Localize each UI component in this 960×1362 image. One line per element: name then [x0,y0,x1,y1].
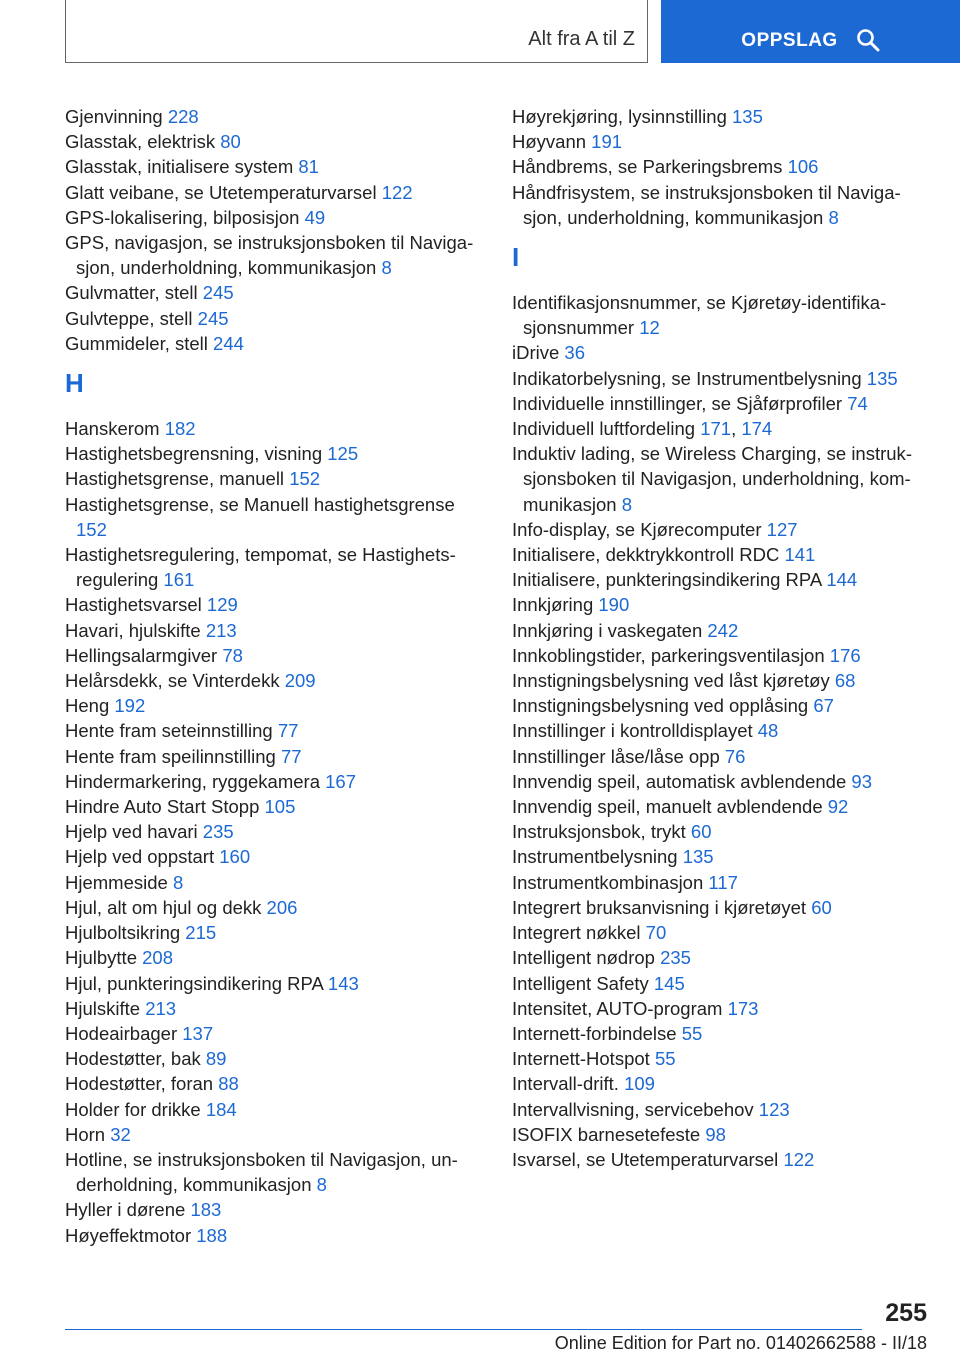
index-entry [512,180,932,230]
index-entry [512,592,932,617]
index-entry-text: Intelligent nødrop [512,947,655,969]
index-entry [512,517,932,542]
index-entry [65,280,485,305]
index-entry [512,996,932,1021]
page-reference-link[interactable]: 141 [784,544,816,566]
index-entry-text: Hindermarkering, ryggekamera [65,770,320,792]
page-reference-link[interactable]: 93 [851,770,872,792]
index-entry [65,154,485,179]
index-entry-text: Horn [65,1123,106,1145]
index-entry-text: Integrert bruksanvisning i kjøretøyet [512,896,807,918]
index-entry-text: Hellingsalarmgiver [65,644,218,666]
index-entry-text: Hente fram seteinnstilling [65,720,273,742]
lookup-tab[interactable] [661,0,960,63]
page-reference-link[interactable]: 8 [621,493,633,515]
index-entry-text: Hastighetsvarsel [65,594,202,616]
index-entry-text: Hjulboltsikring [65,922,181,944]
index-column-left [65,104,485,1248]
page-reference-link[interactable]: 49 [304,206,326,228]
index-entry-text: Instruksjonsbok, trykt [512,821,686,843]
index-entry [512,104,932,129]
page-reference-link[interactable]: 8 [316,1174,327,1196]
page-reference-link[interactable]: 77 [280,745,302,767]
index-entry [512,643,932,668]
index-entry [512,1147,932,1172]
index-entry [65,129,485,154]
index-entry [512,945,932,970]
index-entry-text: Innkjøring i vaskegaten [512,619,703,641]
page-reference-link[interactable]: 123 [758,1098,790,1120]
index-entry-text: Hente fram speilinnstilling [65,745,276,767]
index-entry [512,391,932,416]
index-entry [65,844,485,869]
index-entry: Individuell luftfordeling 171, 174 [512,418,773,440]
footer-edition-text: Online Edition for Part no. 01402662588 - II/18 [554,1333,927,1353]
index-entry [65,331,485,356]
page-reference-link[interactable]: 77 [277,720,299,742]
index-entry [65,744,485,769]
page-reference-link[interactable]: 80 [220,131,241,153]
page-reference-link[interactable]: 105 [264,796,296,818]
index-entry [65,1147,485,1197]
index-entry-text: Helårsdekk, se Vinterdekk [65,670,280,692]
page-reference-link[interactable]: 98 [705,1123,726,1145]
page-reference-link[interactable]: 143 [327,972,359,994]
page-reference-link[interactable]: 135 [682,846,714,868]
index-entry [512,441,932,517]
index-entry-text: Hjemmeside [65,871,168,893]
index-entry-text: Identifikasjonsnummer, se Kjøretøy-identifikasjonsnummer [512,292,887,339]
page-reference-link[interactable]: 144 [826,569,858,591]
page-reference-link[interactable]: 12 [639,317,660,339]
page-reference-link[interactable]: 67 [813,695,834,717]
index-entry [65,870,485,895]
section-title: Alt fra A til Z [528,28,635,50]
index-entry [65,592,485,617]
index-entry-text: Hyller i dørene [65,1199,186,1221]
index-entry-text: Induktiv lading, se Wireless Charging, se instruksjonsboken til Navigasjon, underholdning, kommunikasjon [512,443,912,515]
page-reference-link[interactable]: 183 [190,1199,222,1221]
page-reference-link[interactable]: 188 [196,1224,228,1246]
index-entry [512,895,932,920]
index-entry-text: Innkjøring [512,594,594,616]
index-entry-text: Høyrekjøring, lysinnstilling [512,106,727,127]
page-reference-link[interactable]: 129 [206,594,238,616]
index-entry [512,1021,932,1046]
index-entry-text: Instrumentkombinasjon [512,871,704,893]
index-entry-text: Innvendig speil, manuelt avblendende [512,796,823,818]
page-reference-link[interactable]: 32 [110,1123,131,1145]
index-entry [512,668,932,693]
index-entry-text: Hodestøtter, bak [65,1048,201,1070]
page-reference-link[interactable]: 244 [213,332,244,354]
page-reference-link[interactable]: 122 [783,1148,815,1170]
page-reference-link[interactable]: 152 [76,518,107,540]
page-reference-link[interactable]: 92 [827,796,849,818]
page-reference-link[interactable]: 8 [172,871,184,893]
index-entry [65,920,485,945]
index-entry [65,180,485,205]
search-icon[interactable] [856,28,880,52]
page-reference-link[interactable]: 182 [164,418,196,440]
index-entry [65,492,485,542]
header-section-box [65,0,648,63]
index-entry [65,693,485,718]
index-entry-text: Integrert nøkkel [512,922,641,944]
index-entry [512,290,932,340]
page-reference-link[interactable]: 127 [766,518,798,540]
page-reference-link[interactable]: 152 [289,468,321,490]
page-reference-link[interactable]: 167 [325,770,357,792]
index-entry [512,154,932,179]
index-entry-text: Initialisere, punkteringsindikering RPA [512,569,822,591]
index-entry [512,744,932,769]
index-entry [65,542,485,592]
index-entry-text: Glasstak, elektrisk [65,131,216,153]
index-entry-text: Indikatorbelysning, se Instrumentbelysning [512,367,862,389]
page-reference-link[interactable]: 48 [757,720,779,742]
page-reference-link[interactable]: 206 [266,896,298,918]
index-entry [65,718,485,743]
index-entry-text: Intervall-drift. [512,1073,619,1095]
index-entry [512,1097,932,1122]
index-entry-text: Gulvmatter, stell [65,282,198,304]
index-entry [65,1097,485,1122]
index-entry-text: Heng [65,695,110,717]
page-reference-link[interactable]: 176 [829,644,861,666]
page-reference-link[interactable]: 184 [205,1098,237,1120]
index-entry [65,306,485,331]
page-reference-link[interactable]: 89 [205,1048,227,1070]
index-entry-text: Glasstak, initialisere system [65,156,294,178]
index-entry-text: Håndbrems, se Parkeringsbrems [512,156,783,178]
index-entry [512,870,932,895]
page-reference-link[interactable]: 60 [690,821,712,843]
page-reference-link[interactable]: 109 [624,1073,655,1095]
index-entry-text: Isvarsel, se Utetemperaturvarsel [512,1148,779,1170]
index-letter-heading: I [512,242,520,273]
index-entry [65,794,485,819]
index-entry-text: GPS-lokalisering, bilposisjon [65,206,300,228]
footer-rule [65,1329,862,1330]
index-entry [512,1122,932,1147]
index-entry [512,340,932,365]
index-entry [65,945,485,970]
index-entry [512,1071,932,1096]
index-entry-text: GPS, navigasjon, se instruksjonsboken til Navigasjon, underholdning, kommunikasjon [65,232,474,279]
index-entry [65,466,485,491]
page-reference-link[interactable]: 235 [202,821,234,843]
index-entry-text: Hjulbytte [65,947,137,969]
index-entry-text: iDrive [512,342,560,364]
page-reference-link[interactable]: 78 [222,644,243,666]
page-reference-link[interactable]: 76 [724,745,746,767]
page-reference-link[interactable]: 135 [732,106,763,127]
page-reference-link[interactable]: 36 [564,342,585,364]
page-reference-link[interactable]: 68 [834,670,856,692]
index-entry-text: Hjelp ved oppstart [65,846,215,868]
index-entry [65,643,485,668]
index-entry-text: Innvendig speil, automatisk avblendende [512,770,847,792]
page-reference-link[interactable]: 215 [185,922,217,944]
index-entry [65,416,485,441]
index-entry [65,104,485,129]
index-entry-text: Intensitet, AUTO-program [512,997,723,1019]
page-reference-link[interactable]: 171 [700,418,732,440]
index-letter-heading: H [65,368,84,399]
index-entry [65,769,485,794]
page-reference-link[interactable]: 125 [327,443,359,465]
index-entry [65,441,485,466]
page-reference-link[interactable]: 88 [218,1073,239,1095]
index-entry-text: Gjenvinning [65,106,163,127]
page-reference-link[interactable]: 117 [708,871,738,893]
index-entry-text: Internett-forbindelse [512,1022,677,1044]
index-entry [512,542,932,567]
index-entry-text: Hindre Auto Start Stopp [65,796,260,818]
index-entry-text: Holder for drikke [65,1098,201,1120]
page-reference-link[interactable]: 245 [202,282,234,304]
index-entry-text: Initialisere, dekktrykkontroll RDC [512,544,780,566]
index-entry-text: Hjul, punkteringsindikering RPA [65,972,323,994]
index-entry-text: Hastighetsbegrensning, visning [65,443,323,465]
index-entry-text: Info-display, se Kjørecomputer [512,518,762,540]
index-entry-text: Intervallvisning, servicebehov [512,1098,754,1120]
index-entry-text: Hjelp ved havari [65,821,198,843]
index-entry [65,1122,485,1147]
page-reference-link[interactable]: 106 [787,156,819,178]
index-entry-text: Hodeairbager [65,1022,178,1044]
index-entry [512,819,932,844]
index-entry-text: Høyvann [512,131,587,153]
index-entry-text: Gummideler, stell [65,332,208,354]
page-reference-link[interactable]: 213 [205,619,237,641]
index-entry-text: Internett-Hotspot [512,1048,650,1070]
index-entry-text: Gulvteppe, stell [65,307,193,329]
page-reference-link[interactable]: 174 [741,418,773,440]
page-reference-link[interactable]: 8 [381,257,392,279]
index-entry-text: Hjul, alt om hjul og dekk [65,896,262,918]
index-entry [65,996,485,1021]
page-reference-link[interactable]: 135 [866,367,898,389]
index-entry [65,1021,485,1046]
index-entry-text: Håndfrisystem, se instruksjonsboken til Navigasjon, underholdning, kommunikasjon [512,181,901,228]
index-entry [512,1046,932,1071]
page-reference-link[interactable]: 145 [653,972,685,994]
index-entry [512,567,932,592]
index-entry-text: Hastighetsgrense, se Manuell hastighetsgrense [65,493,455,515]
page-reference-link[interactable]: 173 [727,997,759,1019]
index-entry [65,971,485,996]
page-reference-link[interactable]: 209 [284,670,316,692]
index-entry [65,1223,485,1248]
page-reference-link[interactable]: 8 [828,206,839,228]
index-entry-text: Innstigningsbelysning ved låst kjøretøy [512,670,830,692]
page-reference-link[interactable]: 190 [598,594,630,616]
index-entry [65,205,485,230]
index-entry [512,366,932,391]
index-entry-text: Hjulskifte [65,997,141,1019]
index-entry [65,1197,485,1222]
index-entry-text: Hodestøtter, foran [65,1073,214,1095]
lookup-tab-label: OPPSLAG [741,30,838,51]
index-entry [65,895,485,920]
index-entry [512,693,932,718]
index-entry-text: Hanskerom [65,418,160,440]
index-entry [65,668,485,693]
index-entry [512,718,932,743]
index-entry-text: Hastighetsregulering, tempomat, se Hastighetsregulering [65,544,456,591]
page-reference-link[interactable]: 55 [654,1048,676,1070]
index-entry-text: Individuelle innstillinger, se Sjåførprofiler [512,392,843,414]
page-reference-link[interactable]: 160 [219,846,251,868]
index-entry-text: Innstigningsbelysning ved opplåsing [512,695,809,717]
page-reference-link[interactable]: 60 [811,896,832,918]
page-number: 255 [885,1299,927,1327]
index-entry [512,920,932,945]
index-entry [512,129,932,154]
index-entry-text: Glatt veibane, se Utetemperaturvarsel [65,181,377,203]
index-entry-text: Individuell luftfordeling [512,418,696,440]
index-entry [512,794,932,819]
index-entry-text: Hotline, se instruksjonsboken til Navigasjon, underholdning, kommunikasjon [65,1148,458,1196]
page-reference-link[interactable]: 55 [681,1022,703,1044]
page-reference-link[interactable]: 235 [660,947,691,969]
page-reference-link[interactable]: 242 [707,619,739,641]
index-entry-text: Innkoblingstider, parkeringsventilasjon [512,644,825,666]
index-entry [512,769,932,794]
index-entry [65,230,485,280]
page-reference-link[interactable]: 137 [182,1022,214,1044]
index-entry-text: Innstillinger låse/låse opp [512,745,720,767]
page-reference-link[interactable]: 192 [114,695,146,717]
index-entry [512,618,932,643]
page-reference-link[interactable]: 208 [142,947,173,969]
index-entry [512,844,932,869]
page-reference-link[interactable]: 191 [591,131,623,153]
index-entry-text: Instrumentbelysning [512,846,678,868]
index-entry-text: ISOFIX barnesetefeste [512,1123,701,1145]
page-reference-link[interactable]: 161 [163,569,195,591]
index-entry-text: Innstillinger i kontrolldisplayet [512,720,753,742]
page-reference-link[interactable]: 245 [197,307,229,329]
index-entry [65,618,485,643]
index-entry-text: Havari, hjulskifte [65,619,201,641]
index-entry [65,819,485,844]
index-column-right [512,104,932,1172]
page-reference-link[interactable]: 74 [847,392,868,414]
index-entry [65,1071,485,1096]
page-reference-link[interactable]: 122 [381,181,413,203]
index-entry [512,971,932,996]
index-entry-text: Høyeffektmotor [65,1224,192,1246]
page-reference-link[interactable]: 70 [645,922,667,944]
page-reference-link[interactable]: 213 [145,997,177,1019]
page-reference-link[interactable]: 228 [167,106,199,127]
page-reference-link[interactable]: 81 [298,156,319,178]
index-entry-text: Intelligent Safety [512,972,649,994]
index-entry-text: Hastighetsgrense, manuell [65,468,285,490]
index-entry [65,1046,485,1071]
